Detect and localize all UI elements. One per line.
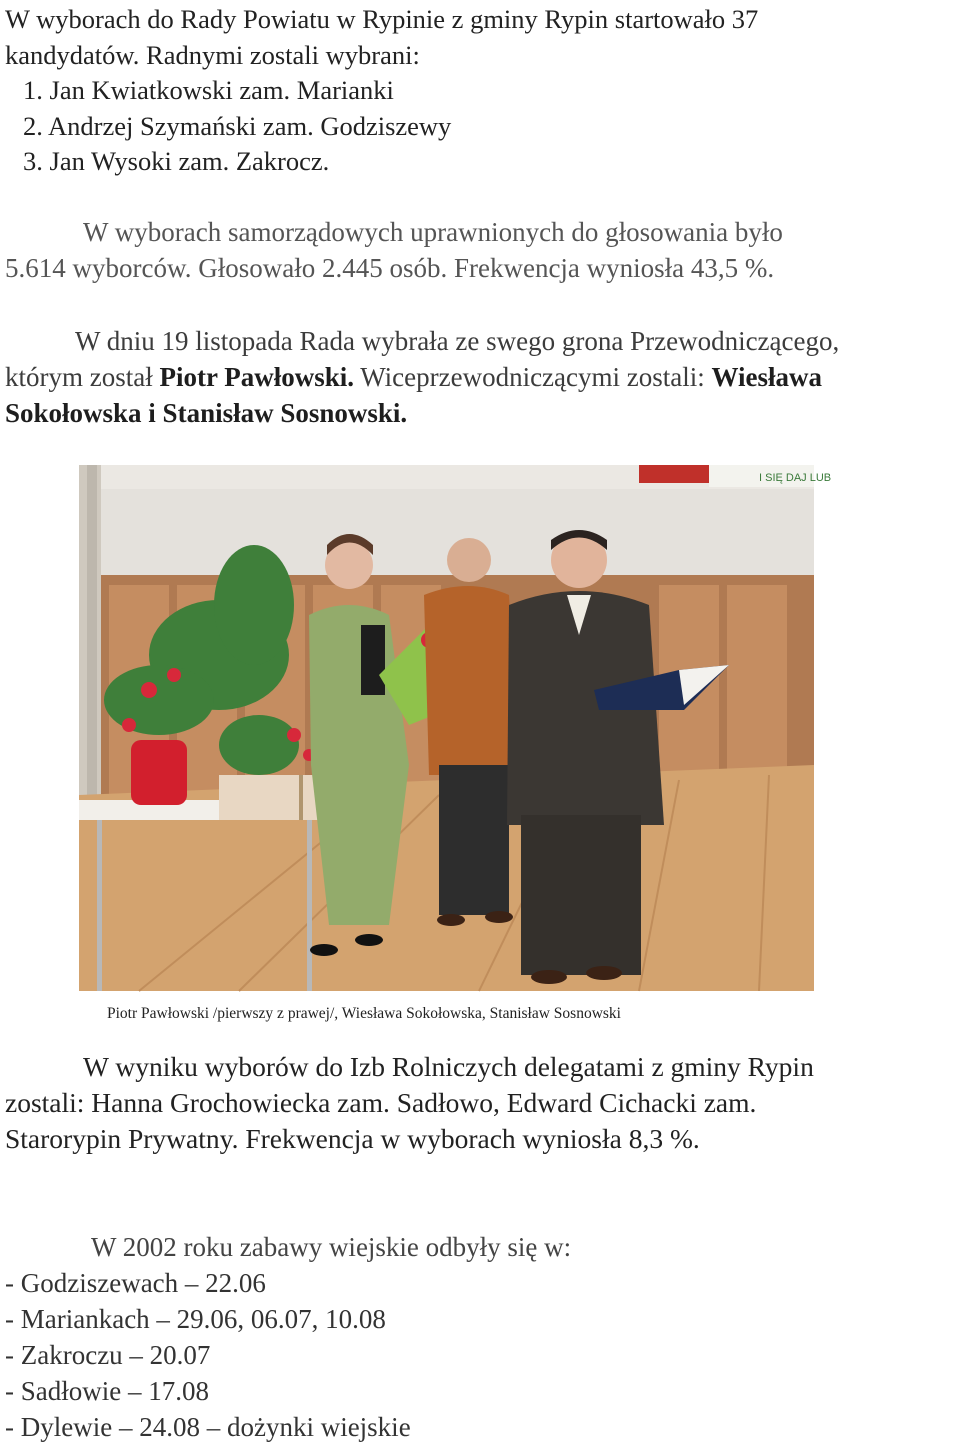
- list-item: - Godziszewach – 22.06: [5, 1268, 266, 1298]
- photo-caption: Piotr Pawłowski /pierwszy z prawej/, Wiesława Sokołowska, Stanisław Sosnowski: [107, 1005, 621, 1022]
- agricultural-chamber-paragraph: [5, 1049, 956, 1157]
- vice-chair-names: Sokołowska i Stanisław Sosnowski.: [5, 398, 408, 428]
- paragraph-line: [5, 359, 956, 395]
- paragraph-line: W wyniku wyborów do Izb Rolniczych delegatami z gminy Rypin: [83, 1051, 814, 1082]
- paragraph-line: kandydatów. Radnymi zostali wybrani:: [5, 39, 420, 70]
- list-item: 3. Jan Wysoki zam. Zakrocz.: [23, 146, 330, 176]
- chairman-paragraph: [5, 323, 956, 431]
- list-item: 1. Jan Kwiatkowski zam. Marianki: [23, 75, 394, 105]
- paragraph-line: W wyborach samorządowych uprawnionych do głosowania było: [83, 217, 783, 247]
- paragraph-line: zostali: Hanna Grochowiecka zam. Sadłowo, Edward Cichacki zam.: [5, 1087, 757, 1118]
- paragraph-line: Starorypin Prywatny. Frekwencja w wyborach wyniosła 8,3 %.: [5, 1123, 700, 1154]
- banner-text: I SIĘ DAJ LUB: [759, 472, 832, 484]
- chairman-name: Piotr Pawłowski.: [159, 362, 354, 392]
- section-heading: W 2002 roku zabawy wiejskie odbyły się w:: [91, 1232, 572, 1262]
- text-run: którym został: [5, 362, 160, 392]
- list-item: - Zakroczu – 20.07: [5, 1340, 211, 1370]
- list-item: - Mariankach – 29.06, 06.07, 10.08: [5, 1304, 386, 1334]
- text-run: Wiceprzewodniczącymi zostali:: [353, 362, 712, 392]
- list-item: 2. Andrzej Szymański zam. Godziszewy: [23, 110, 452, 141]
- council-results-paragraph: [5, 2, 956, 180]
- turnout-paragraph: [5, 214, 956, 286]
- council-photo: [79, 465, 832, 991]
- paragraph-line: W dniu 19 listopada Rada wybrała ze swego grona Przewodniczącego,: [75, 326, 840, 356]
- list-item: - Dylewie – 24.08 – dożynki wiejskie: [5, 1412, 411, 1442]
- paragraph-line: W wyborach do Rady Powiatu w Rypinie z gminy Rypin startowało 37: [5, 4, 759, 34]
- paragraph-line: 5.614 wyborców. Głosowało 2.445 osób. Frekwencja wyniosła 43,5 %.: [5, 253, 775, 283]
- village-parties-section: [5, 1229, 956, 1445]
- vice-chair-name: Wiesława: [711, 362, 823, 392]
- paragraph-line: [5, 395, 956, 431]
- list-item: - Sadłowie – 17.08: [5, 1376, 209, 1406]
